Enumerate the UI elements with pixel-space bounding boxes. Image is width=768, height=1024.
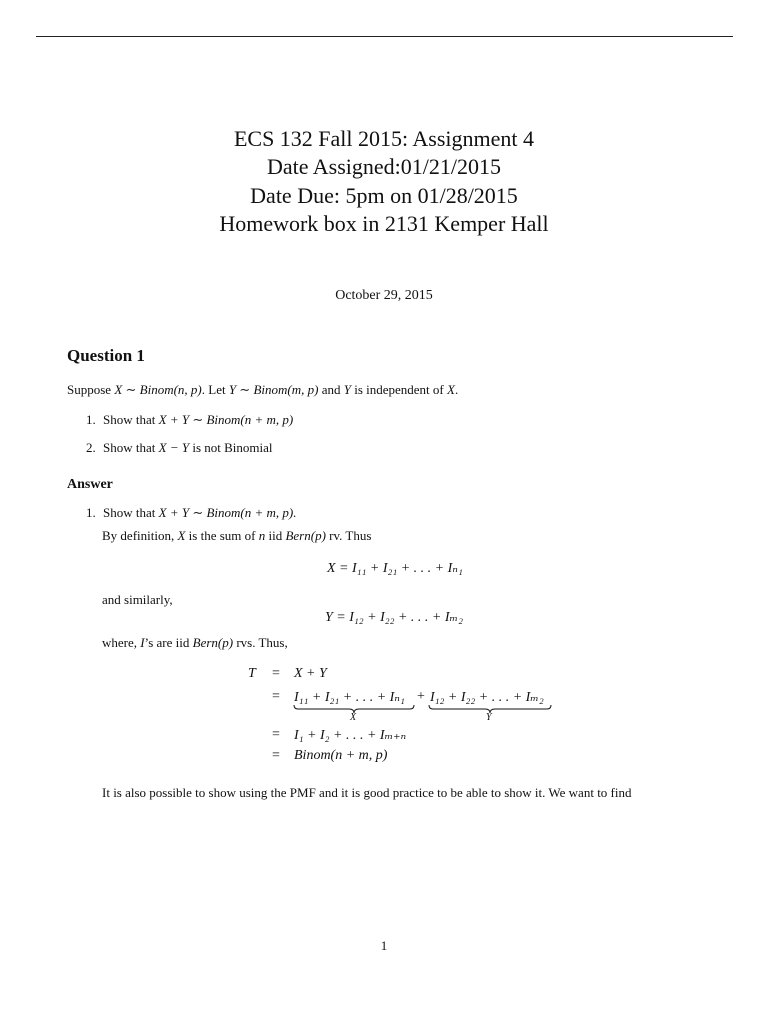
title-line-1: ECS 132 Fall 2015: Assignment 4 (233, 126, 535, 151)
item-number: 2. (86, 440, 96, 455)
statement-text: . Let (201, 382, 229, 397)
item-text: Show that (103, 505, 159, 520)
plus-sign: + (417, 689, 425, 704)
text: rv. Thus (325, 528, 372, 543)
derivation-rhs: Binom(n + m, p) (294, 748, 388, 763)
title-line-3: Date Due: 5pm on 01/28/2015 (250, 183, 518, 208)
answer-heading: Answer (67, 477, 113, 492)
item-number: 1. (86, 412, 96, 427)
derivation-rhs-y: I₁₂ + I₂₂ + . . . + Iₘ₂ (430, 690, 544, 705)
answer-item-1 (86, 505, 296, 521)
title-line-2: Date Assigned:01/21/2015 (266, 154, 502, 179)
statement-math: X (447, 382, 455, 397)
equals-sign: = (272, 748, 280, 763)
underbrace-label-y: Y (486, 712, 492, 723)
statement-text: Suppose (67, 382, 115, 397)
equation-text: Y = I₁₂ + I₂₂ + . . . + Iₘ₂ (325, 610, 463, 625)
item-text: Show that (103, 440, 159, 455)
statement-math: Y ∼ Binom(m, p) (228, 382, 319, 397)
pmf-paragraph: It is also possible to show using the PMF and it is good practice to be able to show it. We want to find (102, 785, 632, 800)
derivation-rhs: X + Y (294, 666, 327, 681)
text: ’s are iid (144, 635, 193, 650)
question-statement (67, 382, 458, 398)
top-rule (36, 36, 733, 37)
item-math: X + Y ∼ Binom(n + m, p) (158, 412, 294, 427)
derivation-lhs: T (248, 666, 256, 681)
math: Bern(p) (285, 528, 326, 543)
document-date: October 29, 2015 (335, 288, 433, 303)
statement-text: and (318, 382, 344, 397)
question-item-2 (86, 440, 273, 456)
underbrace-label-x: X (350, 712, 357, 723)
statement-text: is independent of (350, 382, 448, 397)
item-math: X − Y (158, 440, 190, 455)
text: iid (265, 528, 286, 543)
math: I (140, 635, 145, 650)
text: where, (102, 635, 141, 650)
text: is the sum of (185, 528, 259, 543)
equals-sign: = (272, 727, 280, 742)
statement-text: . (454, 382, 459, 397)
question-item-1 (86, 412, 293, 428)
statement-math: X ∼ Binom(n, p) (114, 382, 202, 397)
derivation-rhs: I₁ + I₂ + . . . + Iₘ₊ₙ (294, 728, 407, 743)
math: n (258, 528, 266, 543)
equals-sign: = (272, 689, 280, 704)
item-math: X + Y ∼ Binom(n + m, p). (158, 505, 297, 520)
item-text: is not Binomial (189, 440, 273, 455)
and-similarly: and similarly, (102, 592, 173, 607)
question-heading: Question 1 (67, 346, 145, 365)
statement-math: Y (343, 382, 351, 397)
equation-x (327, 560, 463, 577)
equation-y (325, 609, 463, 626)
item-text: Show that (103, 412, 159, 427)
page-number: 1 (380, 938, 388, 953)
math: Bern(p) (192, 635, 234, 650)
by-definition-line (102, 528, 371, 544)
equation-text: X = I₁₁ + I₂₁ + . . . + Iₙ₁ (327, 561, 463, 576)
where-line (102, 635, 288, 651)
derivation-rhs-x: I₁₁ + I₂₁ + . . . + Iₙ₁ (294, 690, 405, 705)
equals-sign: = (272, 666, 280, 681)
text: rvs. Thus, (233, 635, 288, 650)
title-line-4: Homework box in 2131 Kemper Hall (219, 211, 549, 236)
text: By definition, (102, 528, 178, 543)
item-number: 1. (86, 505, 96, 520)
math: X (177, 528, 186, 543)
